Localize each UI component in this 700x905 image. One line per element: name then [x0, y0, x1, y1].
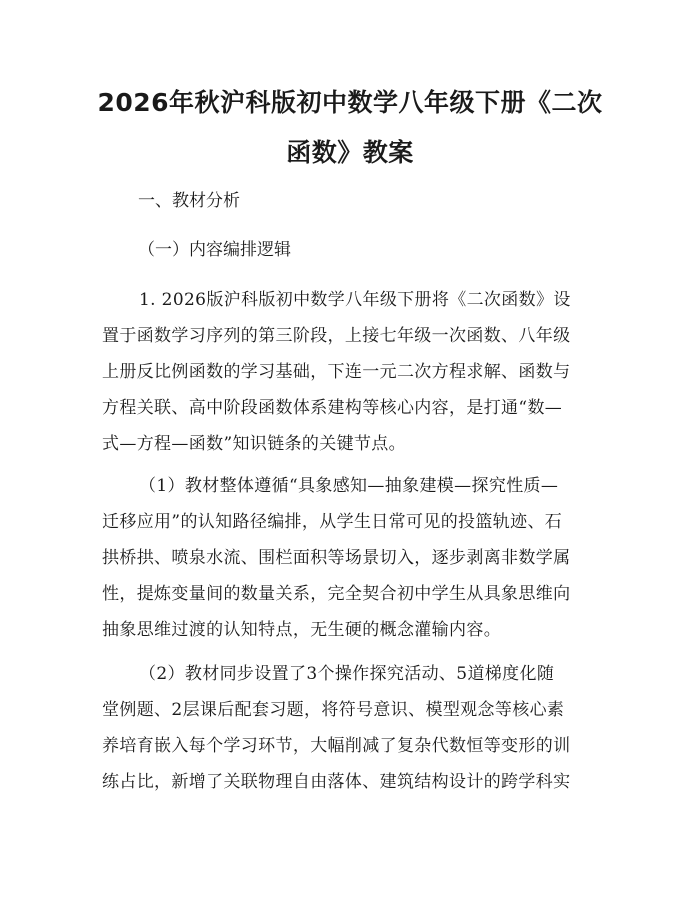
document-title [95, 78, 605, 178]
paragraph-line: 堂例题、2层课后配套习题，将符号意识、模型观念等核心素 [102, 700, 565, 720]
section-heading: 一、教材分析 [138, 191, 240, 211]
paragraph-line: 性，提炼变量间的数量关系，完全契合初中学生从具象思维向 [102, 584, 571, 604]
paragraph-line: 练占比，新增了关联物理自由落体、建筑结构设计的跨学科实 [102, 772, 571, 792]
paragraph-line: 迁移应用”的认知路径编排，从学生日常可见的投篮轨迹、石 [102, 512, 563, 532]
paragraph-line: 置于函数学习序列的第三阶段，上接七年级一次函数、八年级 [102, 326, 571, 346]
paragraph-line: 1. 2026版沪科版初中数学八年级下册将《二次函数》设 [139, 290, 571, 310]
paragraph-line: 抽象思维过渡的认知特点，无生硬的概念灌输内容。 [102, 620, 502, 640]
title-line-2: 函数》教案 [286, 138, 414, 167]
paragraph-line: （2）教材同步设置了3个操作探究活动、5道梯度化随 [139, 664, 555, 684]
paragraph-line: 拱桥拱、喷泉水流、围栏面积等场景切入，逐步剥离非数学属 [102, 548, 571, 568]
paragraph-line: 方程关联、高中阶段函数体系建构等核心内容，是打通“数— [102, 398, 563, 418]
paragraph-1 [102, 282, 602, 462]
paragraph-line: （1）教材整体遵循“具象感知—抽象建模—探究性质— [139, 476, 559, 496]
paragraph-line: 式—方程—函数”知识链条的关键节点。 [102, 434, 406, 454]
paragraph-line: 养培育嵌入每个学习环节，大幅削减了复杂代数恒等变形的训 [102, 736, 571, 756]
paragraph-2 [102, 468, 602, 648]
subsection-heading: （一）内容编排逻辑 [138, 240, 291, 260]
title-line-1: 2026年秋沪科版初中数学八年级下册《二次 [97, 88, 603, 117]
paragraph-line: 上册反比例函数的学习基础，下连一元二次方程求解、函数与 [102, 362, 571, 382]
paragraph-3 [102, 656, 602, 800]
